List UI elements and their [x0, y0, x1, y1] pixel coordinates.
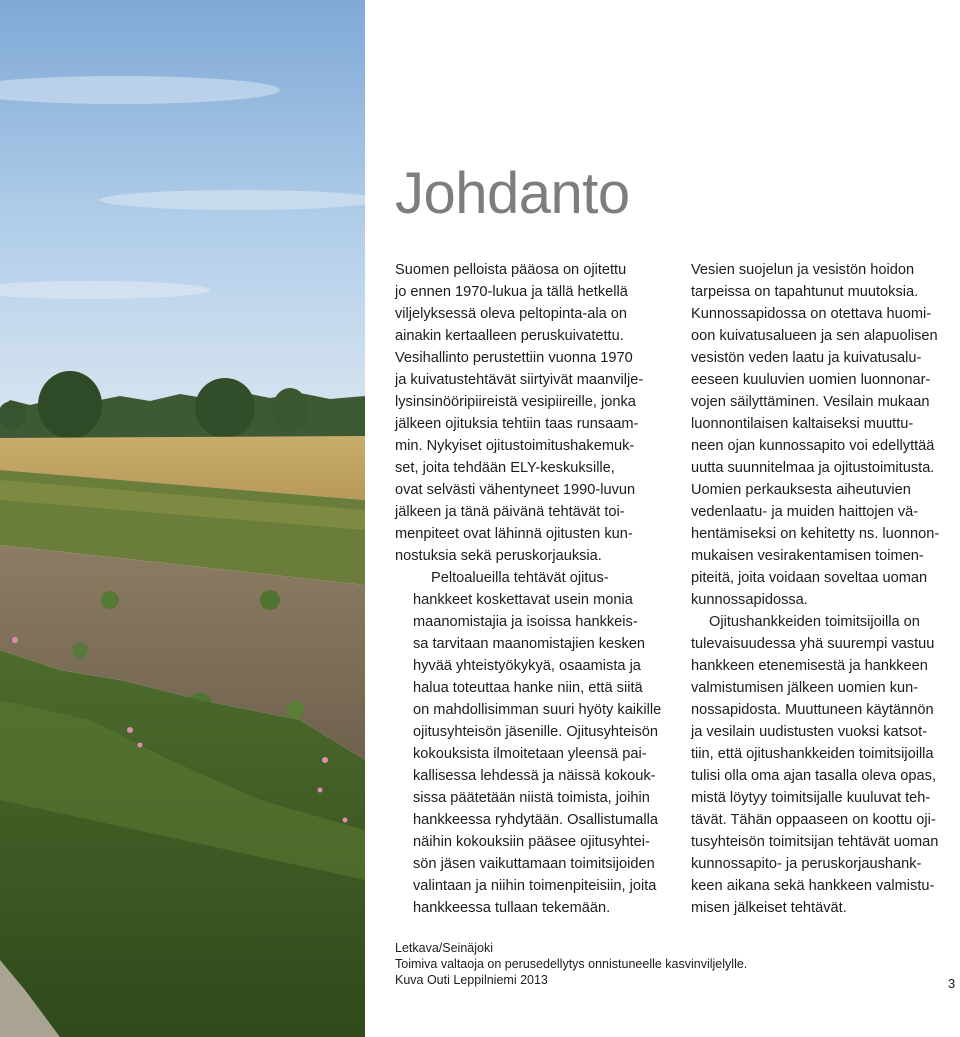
photo-caption — [395, 940, 747, 988]
text-line: min. Nykyiset ojitustoimitushakemuk- — [395, 438, 635, 454]
page-number: 3 — [948, 976, 956, 991]
text-line: tävät. Tähän oppaaseen on koottu oji- — [691, 812, 936, 828]
text-line: mukaisen vesirakentamisen toimen- — [691, 548, 924, 564]
text-line: jo ennen 1970-lukua ja tällä hetkellä — [395, 284, 628, 300]
text-line: kallisessa lehdessä ja näissä kokouk- — [413, 768, 656, 784]
text-line: ja vesilain uudistusten vuoksi katsot- — [691, 724, 928, 740]
text-line: menpiteet ovat lähinnä ojitusten kun- — [395, 526, 633, 542]
text-line: vojen säilyttäminen. Vesilain mukaan — [691, 394, 930, 410]
text-line: nossapidosta. Muuttuneen käytännön — [691, 702, 934, 718]
text-line: hentämiseksi on kehitetty ns. luonnon- — [691, 526, 940, 542]
text-line: keen aikana sekä hankkeen valmistu- — [691, 878, 935, 894]
text-line: oon kuivatusalueen ja sen alapuolisen — [691, 328, 938, 344]
text-line: näihin kokouksiin pääsee ojitusyhtei- — [413, 834, 650, 850]
text-line: tulevaisuudessa yhä suurempi vastuu — [691, 636, 935, 652]
text-line: misen jälkeiset tehtävät. — [691, 900, 847, 916]
page-title: Johdanto — [395, 161, 630, 226]
text-line: Ojitushankkeiden toimitsijoilla on — [709, 614, 920, 630]
text-line: lysinsinööripiireistä vesipiireille, jonka — [395, 394, 636, 410]
caption-location: Letkava/Seinäjoki — [395, 941, 493, 955]
body-column-right — [691, 259, 960, 919]
text-line: ojitusyhteisön jäsenille. Ojitusyhteisön — [413, 724, 658, 740]
text-line: sa tarvitaan maanomistajien kesken — [413, 636, 645, 652]
text-line: tusyhteisön toimitsijan tehtävät uoman — [691, 834, 939, 850]
text-line: sissa päätetään niistä toimista, joihin — [413, 790, 650, 806]
caption-text: Toimiva valtaoja on perusedellytys onnistuneelle kasvinviljelylle. — [395, 957, 748, 971]
text-line: eeseen kuuluvien uomien luonnonar- — [691, 372, 931, 388]
text-line: maanomistajia ja isoissa hankkeis- — [413, 614, 638, 630]
text-line: nostuksia sekä peruskorjauksia. — [395, 548, 602, 564]
text-line: uutta suunnitelmaa ja ojitustoimitusta. — [691, 460, 935, 476]
field-ditch-photo — [0, 0, 365, 1037]
text-line: vesistön veden laatu ja kuivatusalu- — [691, 350, 922, 366]
text-line: piteitä, joita voidaan soveltaa uoman — [691, 570, 928, 586]
caption-credit: Kuva Outi Leppilniemi 2013 — [395, 973, 548, 987]
text-line: tiin, että ojitushankkeiden toimitsijoilla — [691, 746, 934, 762]
text-line: Suomen pelloista pääosa on ojitettu — [395, 262, 627, 278]
text-line: neen ojan kunnossapito voi edellyttää — [691, 438, 935, 454]
body-column-left — [395, 259, 667, 919]
text-line: jälkeen ojituksia tehtiin taas runsaam- — [395, 416, 639, 432]
text-line: set, joita tehdään ELY-keskuksille, — [395, 460, 615, 476]
text-line: hankkeessa tullaan tekemään. — [413, 900, 611, 916]
text-line: kokouksista ilmoitetaan yleensä pai- — [413, 746, 647, 762]
text-line: vedenlaatu- ja muiden haittojen vä- — [691, 504, 919, 520]
text-line: hyvää yhteistyökykyä, osaamista ja — [413, 658, 641, 674]
text-line: on mahdollisimman suuri hyöty kaikille — [413, 702, 662, 718]
text-line: valmistumisen jälkeen uomien kun- — [691, 680, 919, 696]
text-line: Vesihallinto perustettiin vuonna 1970 — [395, 350, 633, 366]
text-line: sön jäsen vaikuttamaan toimitsijoiden — [413, 856, 655, 872]
text-line: Peltoalueilla tehtävät ojitus- — [431, 570, 609, 586]
text-line: ainakin kertaalleen peruskuivatettu. — [395, 328, 624, 344]
paragraph — [395, 567, 667, 919]
text-line: luonnontilaisen kaltaiseksi muuttu- — [691, 416, 914, 432]
text-line: ovat selvästi vähentyneet 1990-luvun — [395, 482, 636, 498]
text-line: tulisi olla oma ajan tasalla oleva opas, — [691, 768, 936, 784]
text-line: tarpeissa on tapahtunut muutoksia. — [691, 284, 919, 300]
text-line: Uomien perkauksesta aiheutuvien — [691, 482, 911, 498]
text-line: halua toteuttaa hanke niin, että siitä — [413, 680, 643, 696]
text-line: ja kuivatustehtävät siirtyivät maanvilje- — [395, 372, 644, 388]
text-line: viljelyksessä oleva peltopinta-ala on — [395, 306, 628, 322]
text-line: hankkeessa ryhdytään. Osallistumalla — [413, 812, 658, 828]
text-line: kunnossapito- ja peruskorjaushank- — [691, 856, 922, 872]
paragraph — [691, 611, 960, 919]
text-line: mistä löytyy toimitsijalle kuuluvat teh- — [691, 790, 931, 806]
text-line: jälkeen ja tänä päivänä tehtävät toi- — [395, 504, 625, 520]
text-line: kunnossapidossa. — [691, 592, 808, 608]
paragraph — [395, 259, 667, 567]
text-line: Vesien suojelun ja vesistön hoidon — [691, 262, 915, 278]
text-line: hankkeen etenemisestä ja hankkeen — [691, 658, 928, 674]
text-line: valintaan ja niihin toimenpiteisiin, joita — [413, 878, 657, 894]
paragraph — [691, 259, 960, 611]
text-line: hankkeet koskettavat usein monia — [413, 592, 633, 608]
text-line: Kunnossapidossa on otettava huomi- — [691, 306, 932, 322]
